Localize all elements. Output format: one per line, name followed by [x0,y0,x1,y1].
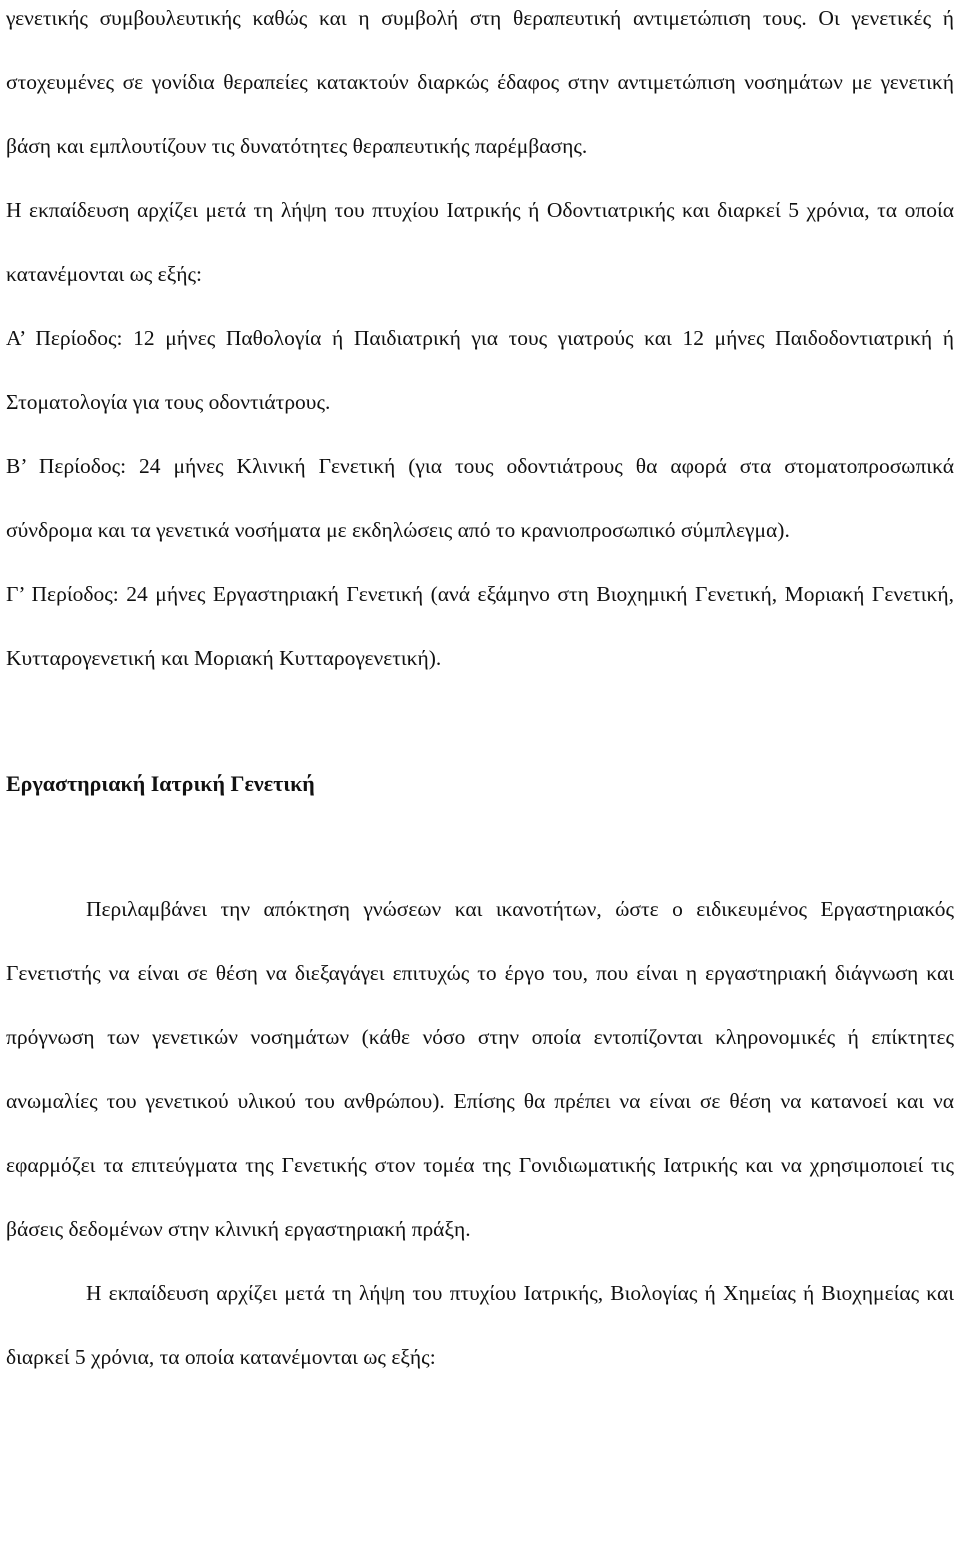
paragraph-period-a: Α’ Περίοδος: 12 μήνες Παθολογία ή Παιδιατρική για τους γιατρούς και 12 μήνες Παιδοδοντιατρική ή Στοματολογία για τους οδοντιάτρους. [6,326,954,414]
section-heading: Εργαστηριακή Ιατρική Γενετική [6,771,315,796]
paragraph-laboratory-training-start: Η εκπαίδευση αρχίζει μετά τη λήψη του πτυχίου Ιατρικής, Βιολογίας ή Χημείας ή Βιοχημείας και διαρκεί 5 χρόνια, τα οποία κατανέμονται ως εξής: [6,1281,954,1369]
paragraph-training-start: Η εκπαίδευση αρχίζει μετά τη λήψη του πτυχίου Ιατρικής ή Οδοντιατρικής και διαρκεί 5 χρόνια, τα οποία κατανέμονται ως εξής: [6,198,954,286]
paragraph-genetic-counseling: γενετικής συμβουλευτικής καθώς και η συμβολή στη θεραπευτική αντιμετώπιση τους. Οι γενετικές ή στοχευμένες σε γονίδια θεραπείες κατακτούν διαρκώς έδαφος στην αντιμετώπιση νοσημάτων με γενετική βάση και εμπλουτίζουν τις δυνατότητες θεραπευτικής παρέμβασης. [6,6,954,158]
paragraph-period-c: Γ’ Περίοδος: 24 μήνες Εργαστηριακή Γενετική (ανά εξάμηνο στη Βιοχημική Γενετική, Μοριακή Γενετική, Κυτταρογενετική και Μοριακή Κυτταρογενετική). [6,582,954,670]
paragraph-period-b: Β’ Περίοδος: 24 μήνες Κλινική Γενετική (για τους οδοντιάτρους θα αφορά στα στοματοπροσωπικά σύνδρομα και τα γενετικά νοσήματα με εκδηλώσεις από το κρανιοπροσωπικό σύμπλεγμα). [6,454,954,542]
paragraph-laboratory-genetics: Περιλαμβάνει την απόκτηση γνώσεων και ικανοτήτων, ώστε ο ειδικευμένος Εργαστηριακός Γενετιστής να είναι σε θέση να διεξαγάγει επιτυχώς το έργο του, που είναι η εργαστηριακή διάγνωση και πρόγνωση των γενετικών νοσημάτων (κάθε νόσο στην οποία εντοπίζονται κληρονομικές ή επίκτητες ανωμαλίες του γενετικού υλικού του ανθρώπου). Επίσης θα πρέπει να είναι σε θέση να κατανοεί και να εφαρμόζει τα επιτεύγματα της Γενετικής στον τομέα της Γονιδιωματικής Ιατρικής και να χρησιμοποιεί τις βάσεις δεδομένων στην κλινική εργαστηριακή πράξη. [6,897,954,1241]
